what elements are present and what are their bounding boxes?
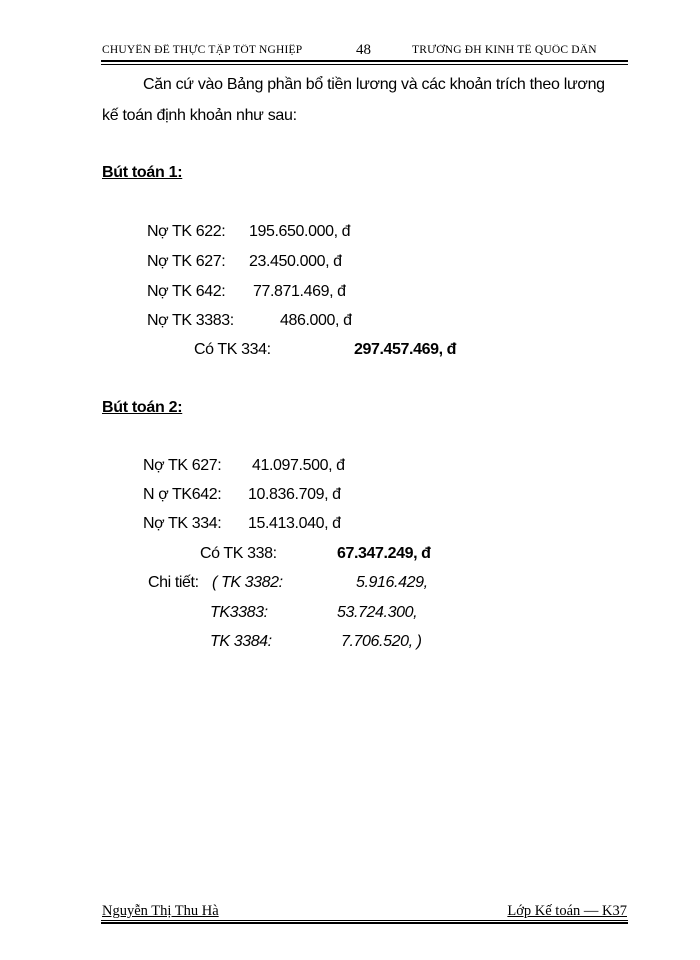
entry-2-detail-amount: 7.706.520, ) xyxy=(341,633,422,650)
entry-2-debit-label: Nợ TK 627: xyxy=(143,457,222,474)
footer-author: Nguyễn Thị Thu Hà xyxy=(102,903,219,919)
entry-1-debit-amount: 195.650.000, đ xyxy=(249,223,351,240)
entry-1-debit-amount: 77.871.469, đ xyxy=(253,283,346,300)
entry-1-credit-label: Có TK 334: xyxy=(194,341,271,358)
entry-2-detail-amount: 53.724.300, xyxy=(337,604,418,621)
intro-line-2: kế toán định khoản như sau: xyxy=(102,107,297,124)
intro-line-1: Căn cứ vào Bảng phần bổ tiền lương và các khoản trích theo lương xyxy=(143,76,605,93)
entry-1-debit-amount: 23.450.000, đ xyxy=(249,253,342,270)
footer-rule-thick xyxy=(101,922,628,924)
entry-1-title: Bút toán 1: xyxy=(102,164,183,181)
entry-2-detail-label: ( TK 3382: xyxy=(212,574,283,591)
entry-2-detail-label: TK3383: xyxy=(210,604,268,621)
entry-2-title: Bút toán 2: xyxy=(102,399,183,416)
header-left: CHUYÊN ĐỀ THỰC TẬP TỐT NGHIỆP xyxy=(102,44,303,56)
entry-1-debit-label: Nợ TK 3383: xyxy=(147,312,234,329)
header-rule-thin xyxy=(101,64,628,65)
entry-2-detail-prefix: Chi tiết: xyxy=(148,574,199,591)
entry-2-detail-label: TK 3384: xyxy=(210,633,272,650)
entry-2-credit-amount: 67.347.249, đ xyxy=(337,545,431,562)
entry-1-debit-label: Nợ TK 622: xyxy=(147,223,226,240)
entry-2-debit-amount: 10.836.709, đ xyxy=(248,486,341,503)
entry-1-credit-amount: 297.457.469, đ xyxy=(354,341,457,358)
entry-2-detail-amount: 5.916.429, xyxy=(356,574,428,591)
entry-2-credit-label: Có TK 338: xyxy=(200,545,277,562)
page-number: 48 xyxy=(356,42,371,58)
entry-2-debit-label: N ợ TK642: xyxy=(143,486,222,503)
entry-1-debit-label: Nợ TK 627: xyxy=(147,253,226,270)
footer-class: Lớp Kế toán — K37 xyxy=(507,903,627,919)
entry-2-debit-amount: 15.413.040, đ xyxy=(248,515,341,532)
entry-2-debit-amount: 41.097.500, đ xyxy=(252,457,345,474)
entry-1-debit-amount: 486.000, đ xyxy=(280,312,352,329)
entry-2-debit-label: Nợ TK 334: xyxy=(143,515,222,532)
header-rule-thick xyxy=(101,60,628,62)
entry-1-debit-label: Nợ TK 642: xyxy=(147,283,226,300)
footer-rule-thin xyxy=(101,920,628,921)
header-right: TRƯỜNG ĐH KINH TẾ QUỐC DÂN xyxy=(412,44,597,56)
